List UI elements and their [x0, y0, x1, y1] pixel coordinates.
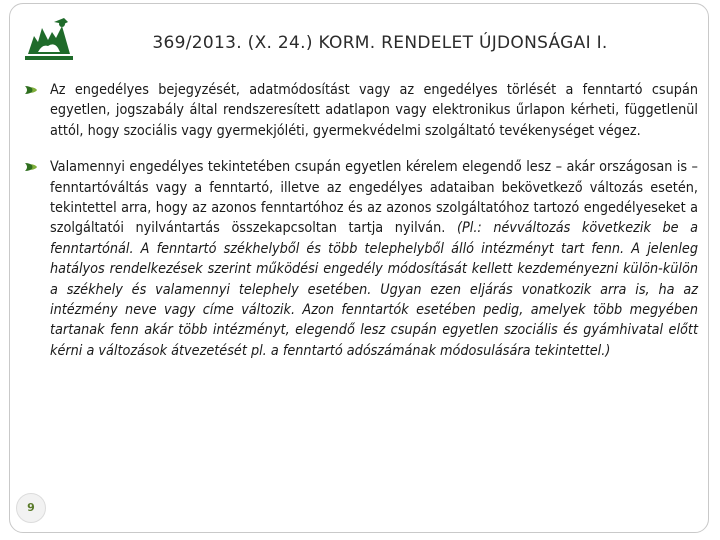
- bullet-item: [22, 157, 698, 361]
- page-number: 9: [16, 493, 46, 523]
- slide-body: [22, 80, 698, 361]
- bullet-text: Az engedélyes bejegyzését, adatmódosítást vagy az engedélyes törlését a fenntartó csupán egyetlen, jogszabály által rendszeresített adatlapon vagy elektronikus űrlapon kérheti, függetlenül attól, hogy szociális vagy gyermekjóléti, gyermekvédelmi szolgáltató tevékenységet végez.: [50, 82, 698, 139]
- slide-title: 369/2013. (X. 24.) KORM. RENDELET ÚJDONSÁGAI I.: [152, 33, 608, 53]
- bullet-arrow-icon: [24, 161, 38, 173]
- bullet-arrow-icon: [24, 84, 38, 96]
- coat-of-arms-logo: [24, 16, 74, 62]
- bullet-item: [22, 80, 698, 141]
- bullet-text: [50, 157, 698, 361]
- bullet-main-text: Valamennyi engedélyes tekintetében csupán egyetlen kérelem elegendő lesz – akár országosan is – fenntartóváltás vagy a fenntartó, illetve az engedélyes adataiban bekövetkező változás esetén, tekintettel arra, hogy az azonos fenntartóhoz és az azonos szolgáltatóhoz tartozó engedélyeseket a szolgáltatói nyilvántartás összekapcsoltan tartja nyilván.: [50, 159, 698, 237]
- bullet-italic-note: (Pl.: névváltozás következik be a fenntartónál. A fenntartó székhelyből és több telephelyből álló intézményt tart fenn. A jelenleg hatályos rendelkezések szerint működési engedély módosítását kellett kezdeményezni külön-külön a székhely és valamennyi telephely esetében. Ugyan ezen eljárás vonatkozik arra is, ha az intézmény neve vagy címe változik. Azon fenntartók esetében pedig, amelyek több megyében tartanak fenn akár több intézményt, elegendő lesz csupán egyetlen szociális és gyámhivatal előtt kérni a változások átvezetését pl. a fenntartó adószámának módosulására tekintettel.): [50, 220, 698, 359]
